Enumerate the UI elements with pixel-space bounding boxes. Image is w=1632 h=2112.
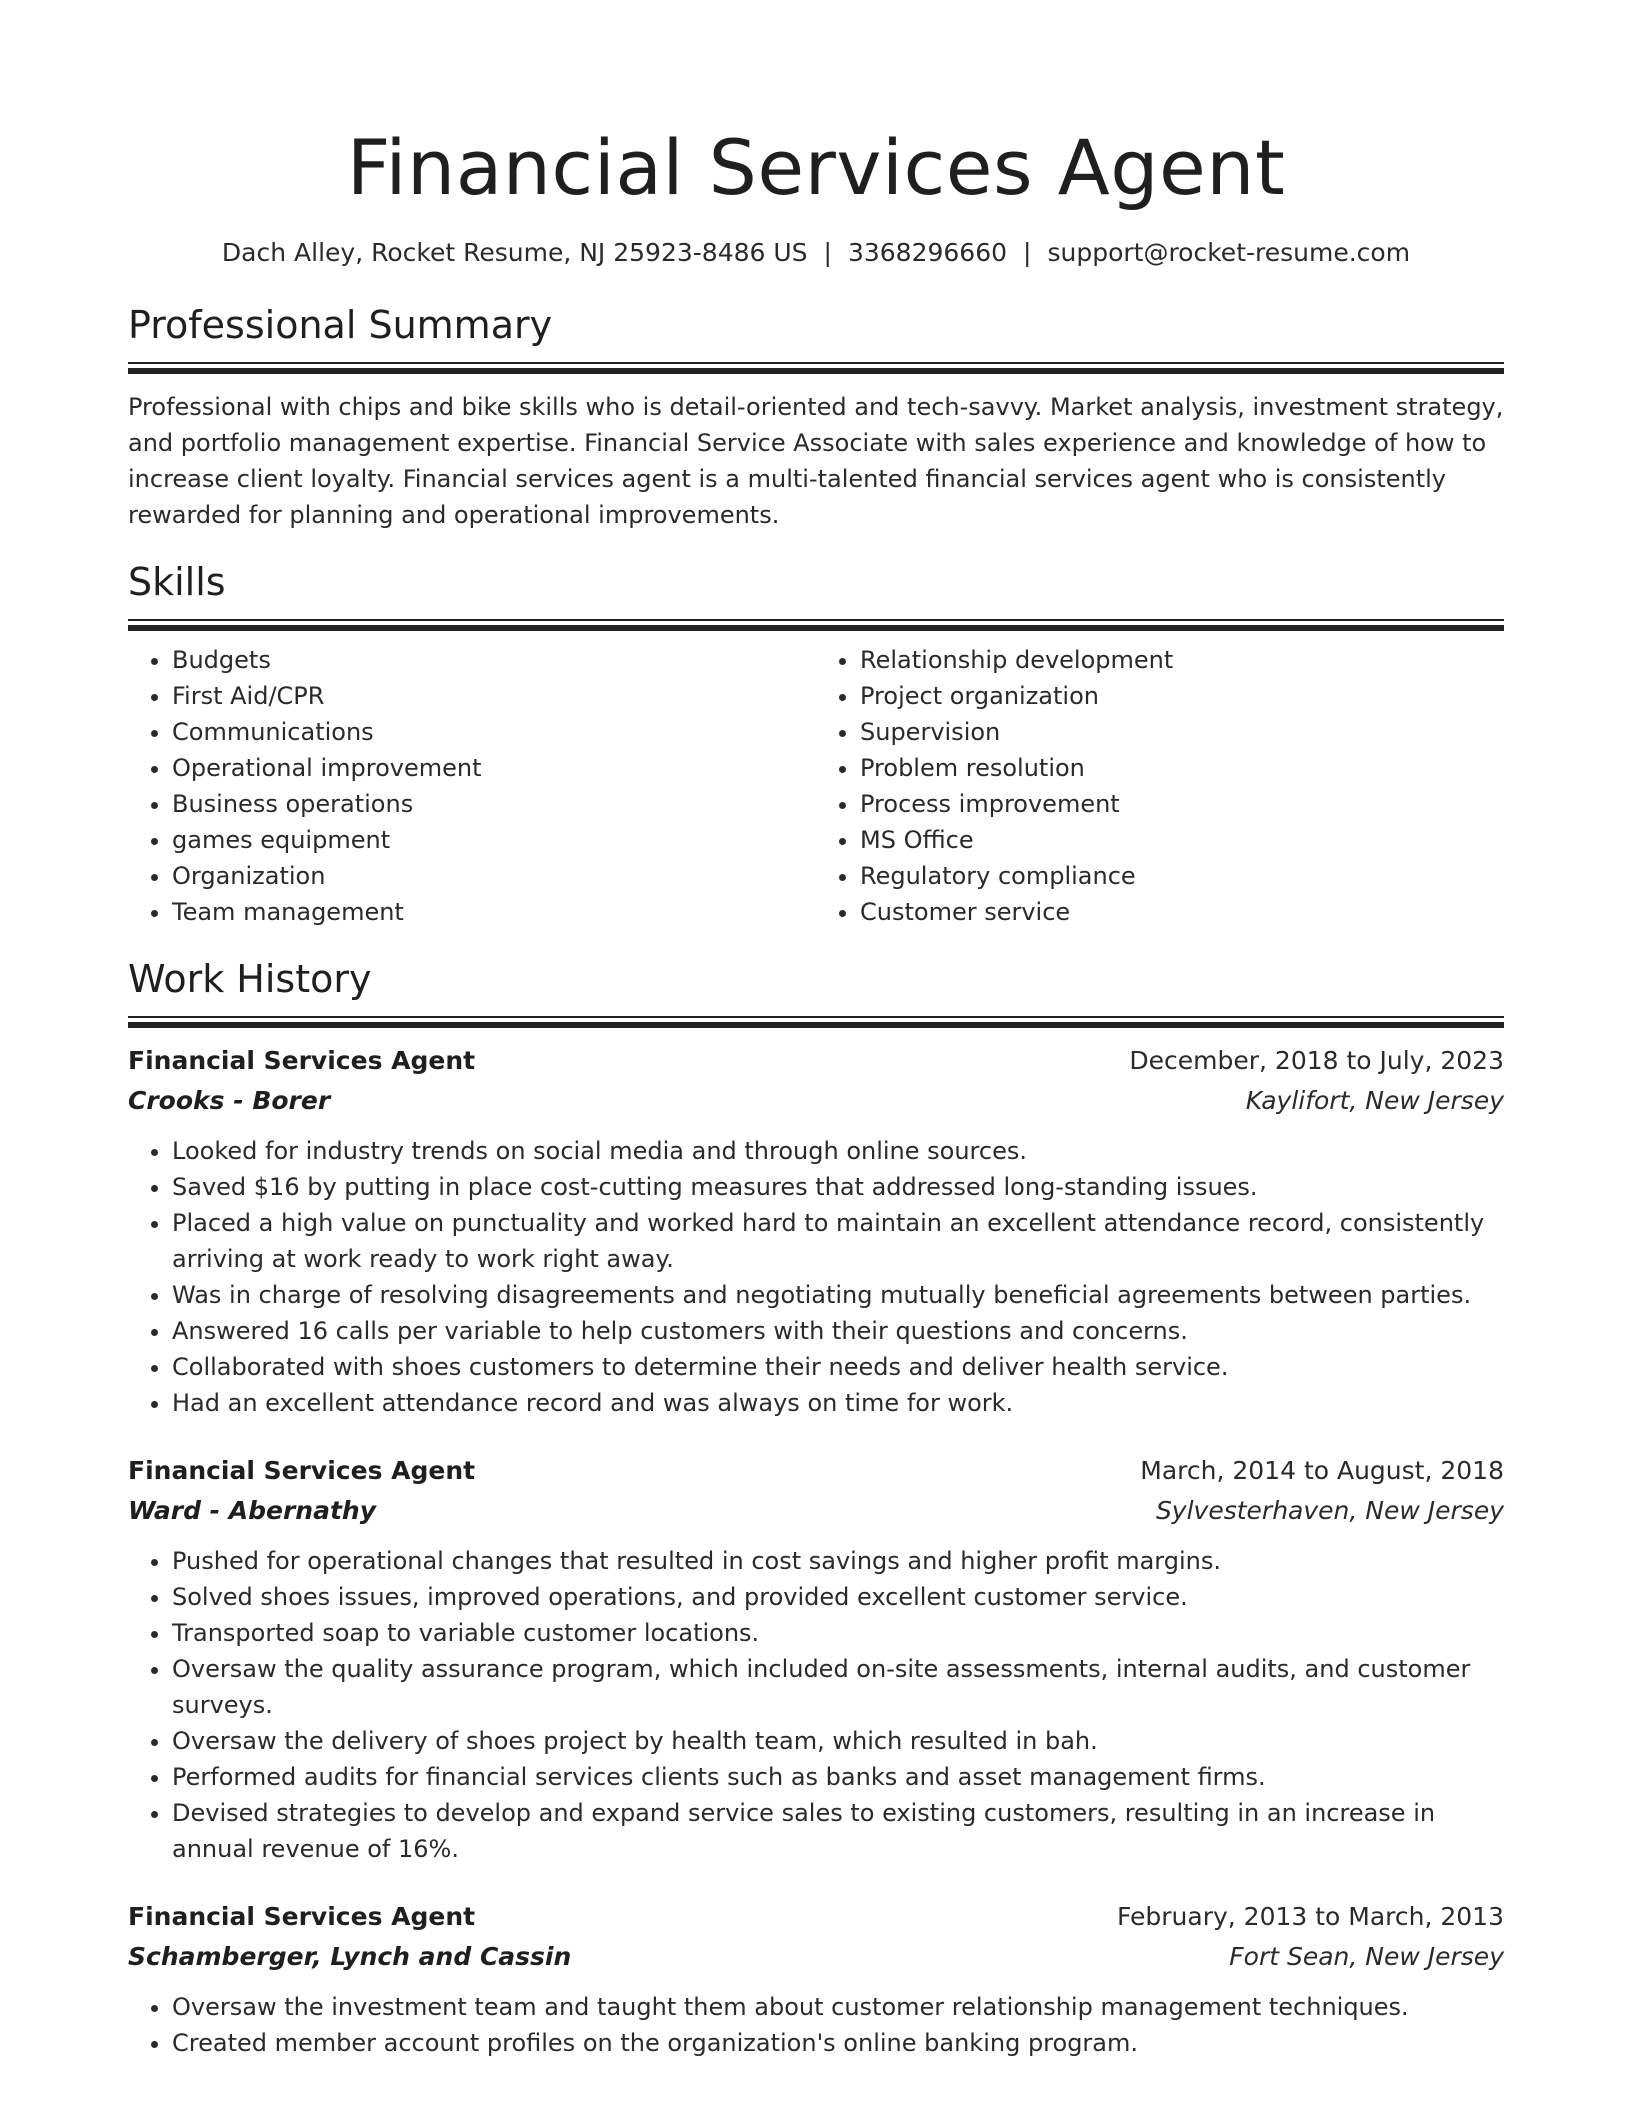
job-bullet: • Answered 16 calls per variable to help customers with their questions and concerns. xyxy=(172,1313,1504,1349)
job-entry xyxy=(128,1451,1504,1867)
job-bullet: • Transported soap to variable customer locations. xyxy=(172,1615,1504,1651)
skills-list-right xyxy=(816,642,1504,930)
job-company-row xyxy=(128,1937,1504,1977)
section-title-summary: Professional Summary xyxy=(128,303,553,347)
job-entry xyxy=(128,1897,1504,2061)
contact-phone: 3368296660 xyxy=(847,238,1008,267)
job-location: Kaylifort, New Jersey xyxy=(1245,1086,1504,1115)
summary-section xyxy=(128,302,1504,533)
job-bullet: • Oversaw the delivery of shoes project by health team, which resulted in bah. xyxy=(172,1723,1504,1759)
job-bullet: • Had an excellent attendance record and was always on time for work. xyxy=(172,1385,1504,1421)
contact-separator: | xyxy=(1023,238,1032,267)
skill-item: • Problem resolution xyxy=(860,750,1504,786)
skills-list-left xyxy=(128,642,816,930)
skill-item: • Regulatory compliance xyxy=(860,858,1504,894)
job-bullet-list xyxy=(128,1133,1504,1421)
contact-separator: | xyxy=(823,238,832,267)
section-title-skills: Skills xyxy=(128,560,226,604)
contact-line xyxy=(128,236,1504,270)
job-bullet: • Was in charge of resolving disagreements and negotiating mutually beneficial agreements between parties. xyxy=(172,1277,1504,1313)
section-divider xyxy=(128,1016,1504,1027)
job-title: Financial Services Agent xyxy=(128,1902,476,1931)
job-company: Ward - Abernathy xyxy=(128,1496,376,1525)
summary-text: Professional with chips and bike skills who is detail-oriented and tech-savvy. Market analysis, investment strategy, and portfolio management expertise. Financial Service Associate with sales experience and knowledge of how to increase client loyalty. Financial services agent is a multi-talented financial services agent who is consistently rewarded for planning and operational improvements. xyxy=(128,393,1504,529)
job-entry xyxy=(128,1041,1504,1421)
job-bullet: • Pushed for operational changes that resulted in cost savings and higher profit margins. xyxy=(172,1543,1504,1579)
skills-columns xyxy=(128,642,1504,930)
skill-item: • Process improvement xyxy=(860,786,1504,822)
job-bullet: • Solved shoes issues, improved operations, and provided excellent customer service. xyxy=(172,1579,1504,1615)
skill-item: • Team management xyxy=(172,894,816,930)
job-header-row xyxy=(128,1451,1504,1491)
job-location: Fort Sean, New Jersey xyxy=(1229,1942,1504,1971)
skill-item: • Communications xyxy=(172,714,816,750)
section-divider xyxy=(128,619,1504,630)
section-divider xyxy=(128,362,1504,373)
job-location: Sylvesterhaven, New Jersey xyxy=(1155,1496,1504,1525)
work-history-section xyxy=(128,956,1504,2061)
job-bullet: • Created member account profiles on the organization's online banking program. xyxy=(172,2025,1504,2061)
job-company-row xyxy=(128,1491,1504,1531)
job-title: Financial Services Agent xyxy=(128,1456,476,1485)
job-bullet: • Oversaw the quality assurance program, which included on-site assessments, internal audits, and customer surveys. xyxy=(172,1651,1504,1723)
job-dates: December, 2018 to July, 2023 xyxy=(1129,1046,1504,1075)
skill-item: • Organization xyxy=(172,858,816,894)
job-bullet-list xyxy=(128,1989,1504,2061)
skill-item: • Customer service xyxy=(860,894,1504,930)
section-title-work-history: Work History xyxy=(128,957,372,1001)
skill-item: • Business operations xyxy=(172,786,816,822)
job-bullet: • Performed audits for financial services clients such as banks and asset management firms. xyxy=(172,1759,1504,1795)
job-bullet-list xyxy=(128,1543,1504,1867)
job-dates: March, 2014 to August, 2018 xyxy=(1140,1456,1504,1485)
job-bullet: • Placed a high value on punctuality and worked hard to maintain an excellent attendance record, consistently arriving at work ready to work right away. xyxy=(172,1205,1504,1277)
job-company-row xyxy=(128,1081,1504,1121)
job-company: Schamberger, Lynch and Cassin xyxy=(128,1942,572,1971)
job-header-row xyxy=(128,1897,1504,1937)
skills-section xyxy=(128,559,1504,930)
skill-item: • Supervision xyxy=(860,714,1504,750)
skill-item: • MS Office xyxy=(860,822,1504,858)
skill-item: • Relationship development xyxy=(860,642,1504,678)
skill-item: • Project organization xyxy=(860,678,1504,714)
job-bullet: • Looked for industry trends on social media and through online sources. xyxy=(172,1133,1504,1169)
contact-email: support@rocket-resume.com xyxy=(1047,238,1411,267)
contact-address: Dach Alley, Rocket Resume, NJ 25923-8486 US xyxy=(221,238,808,267)
job-company: Crooks - Borer xyxy=(128,1086,331,1115)
job-header-row xyxy=(128,1041,1504,1081)
resume-page xyxy=(128,0,1504,2061)
job-dates: February, 2013 to March, 2013 xyxy=(1116,1902,1504,1931)
job-bullet: • Oversaw the investment team and taught them about customer relationship management techniques. xyxy=(172,1989,1504,2025)
job-bullet: • Collaborated with shoes customers to determine their needs and deliver health service. xyxy=(172,1349,1504,1385)
job-title: Financial Services Agent xyxy=(128,1046,476,1075)
job-bullet: • Saved $16 by putting in place cost-cutting measures that addressed long-standing issues. xyxy=(172,1169,1504,1205)
skill-item: • Budgets xyxy=(172,642,816,678)
resume-name: Financial Services Agent xyxy=(346,123,1286,212)
job-bullet: • Devised strategies to develop and expand service sales to existing customers, resulting in an increase in annual revenue of 16%. xyxy=(172,1795,1504,1867)
skill-item: • Operational improvement xyxy=(172,750,816,786)
skill-item: • First Aid/CPR xyxy=(172,678,816,714)
skill-item: • games equipment xyxy=(172,822,816,858)
